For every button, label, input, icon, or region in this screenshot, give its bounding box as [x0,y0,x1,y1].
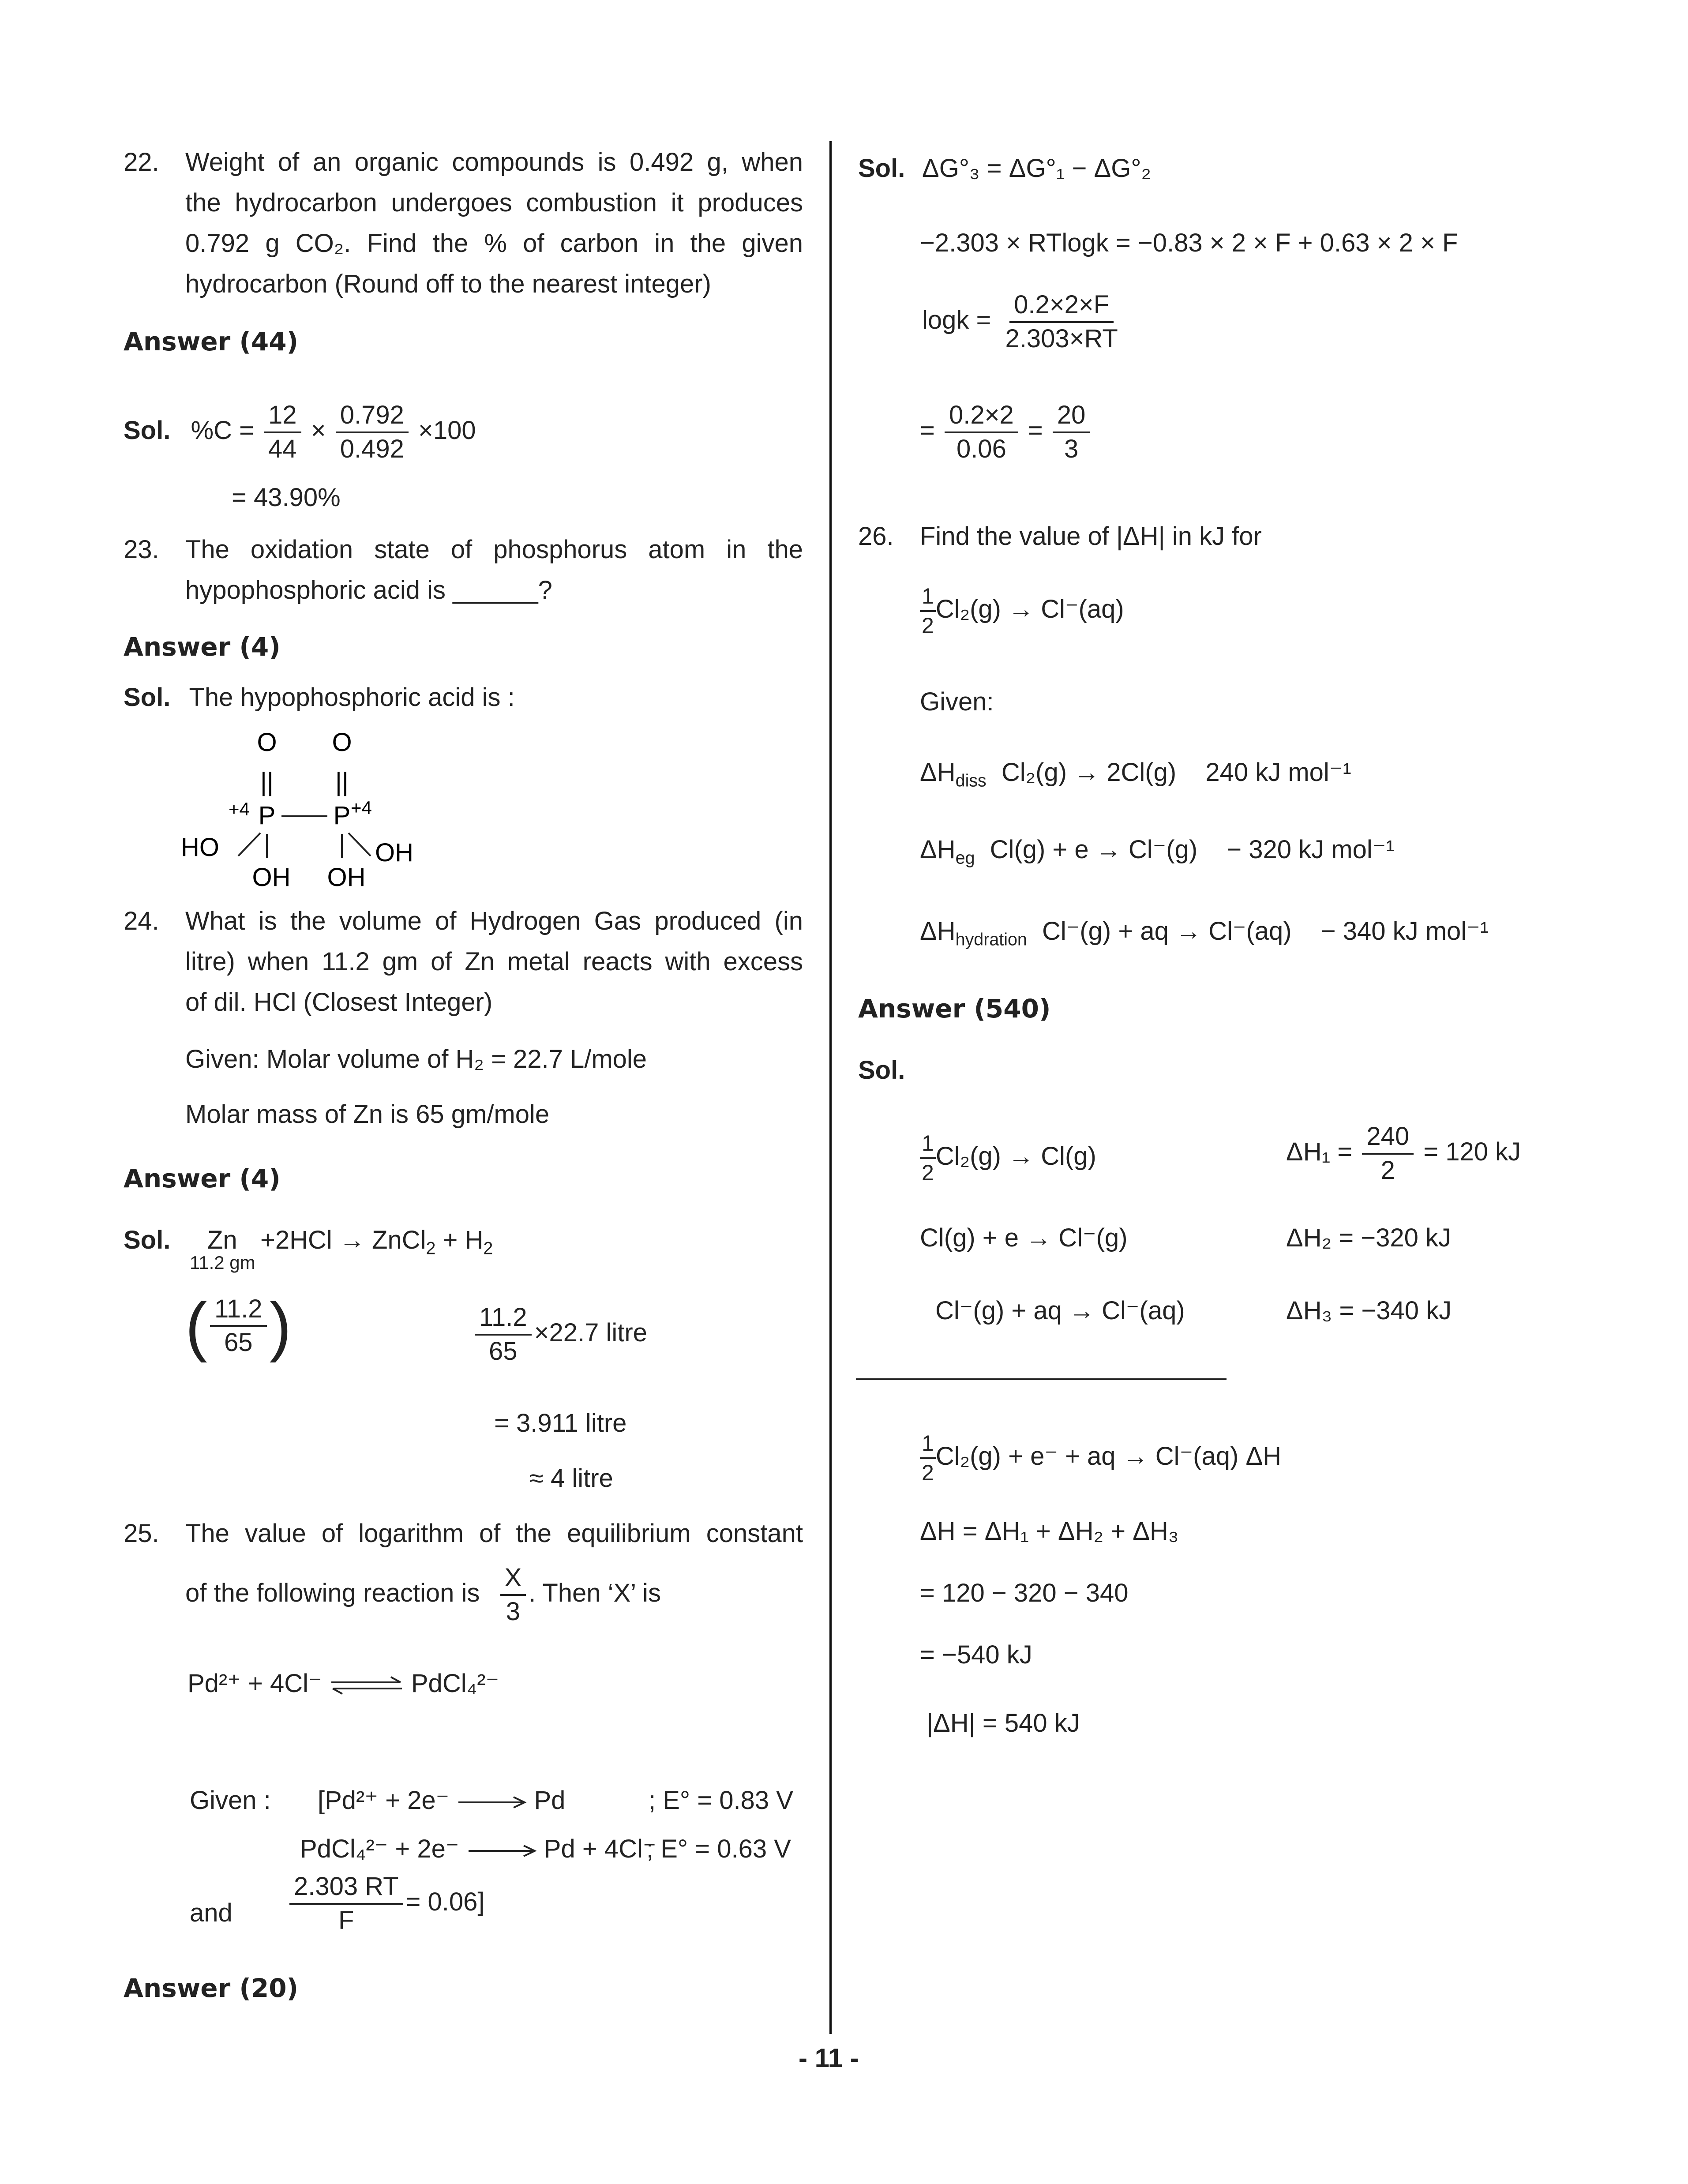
q24-number: 24. [124,907,159,935]
q26-given: Given: [920,687,994,716]
sol26-sum-4: |ΔH| = 540 kJ [927,1709,1080,1737]
given-potential-1: ; E° = 0.83 V [649,1786,793,1815]
sol26-sum-3: = −540 kJ [920,1640,1032,1669]
bond-oh-right-diag [349,833,371,856]
q24-line-1: What is the volume of Hydrogen Gas produced (in [185,907,803,935]
percent-c: %C = [191,416,254,445]
ho-group: HO [181,833,219,862]
sol26-dh2: ΔH₂ = −320 kJ [1286,1223,1451,1252]
ox-state-left: +4 [229,799,250,819]
volume-result-1: = 3.911 litre [494,1409,627,1437]
q25-line-1: The value of logarithm of the equilibrium constant [185,1519,803,1548]
equilibrium-arrow-icon [329,1674,404,1696]
zn-reaction: +2HCl → ZnCl$_2$ + $H_2$ [260,1226,493,1258]
sol26-dh3: ΔH₃ = −340 kJ [1286,1296,1452,1325]
q22-number: 22. [124,148,159,176]
sum-divider-line [856,1378,1227,1380]
times-100: ×100 [418,416,476,445]
volume-calc: $\frac{11.2}{65}$ ×22.7 litre [472,1302,647,1367]
oh-group-right: OH [327,863,366,892]
q26-sol-label: Sol. [858,1056,905,1084]
rt-over-f: $\frac{2.303 RT}{F}$ = 0.06] [287,1871,485,1936]
sol-text: The hypophosphoric acid is : [189,683,515,712]
double-bond-right: || [335,768,349,796]
q22-line-2: the hydrocarbon undergoes combustion it produces [185,188,803,217]
sol25-eq1: ΔG°₃ = ΔG°₁ − ΔG°₂ [922,154,1152,183]
given-potential-2: ; E° = 0.63 V [646,1835,791,1863]
oxygen-left: O [257,728,277,757]
volume-result-2: ≈ 4 litre [529,1464,613,1493]
page-number: - 11 - [799,2043,859,2073]
q23-number: 23. [124,535,159,564]
given-label: Given : [190,1786,271,1815]
q24-sol-label: Sol. [124,1226,171,1254]
q25-line-2: of the following reaction is $\frac{X}{3}$ . Then ‘X’ is [185,1562,661,1628]
double-bond-left: || [260,768,274,796]
arrow-icon [466,1844,537,1858]
sol26-step-2: Cl(g) + e → Cl⁻(g) [920,1223,1128,1252]
q22-result: = 43.90% [232,483,341,512]
q25-number: 25. [124,1519,159,1548]
oxygen-right: O [332,728,352,757]
q24-answer: Answer (4) [124,1163,281,1193]
q22-line-1: Weight of an organic compounds is 0.492 g, when [185,148,803,176]
q23-answer: Answer (4) [124,632,281,662]
given-reaction-1: [Pd²⁺ + 2e⁻ Pd [318,1786,566,1815]
sol25-logk: logk = $\frac{0.2\times 2\times F}{2.303\times RT}$ [922,289,1125,355]
sol26-sum-1: ΔH = ΔH₁ + ΔH₂ + ΔH₃ [920,1517,1179,1546]
given-dh-hydration: $\Delta H_{hydration}$ Cl⁻(g) + aq → Cl⁻(aq) − 340 kJ mol⁻¹ [920,917,1489,949]
q22-line-4: hydrocarbon (Round off to the nearest integer) [185,270,711,298]
phosphorus-right: P [333,801,351,830]
q25-answer: Answer (20) [124,1973,299,2003]
zn-mass-label: 11.2 gm [190,1252,255,1273]
oh-group-right-diag: OH [375,838,413,867]
column-divider [829,141,832,2034]
sol25-result: = $\frac{0.2\times 2}{0.06}$ = $\frac{20}{3}$ [920,399,1092,465]
q24-given-1: Given: Molar volume of H₂ = 22.7 L/mole [185,1045,647,1073]
q24-line-2: litre) when 11.2 gm of Zn metal reacts with excess [185,947,803,976]
q26-answer: Answer (540) [858,994,1051,1024]
zn-symbol: Zn [207,1226,237,1254]
q22-solution [124,399,476,465]
and-label: and [190,1899,233,1927]
fraction-12-44: $\frac{12}{44}$ [264,399,301,465]
times-sign: × [311,416,326,445]
q26-number: 26. [858,522,894,551]
sol25-eq2: −2.303 × RTlogk = −0.83 × 2 × F + 0.63 × 2 × F [920,229,1458,257]
given-reaction-2: PdCl₄²⁻ + 2e⁻ Pd + 4Cl⁻ [300,1835,656,1863]
sol26-step-1: $\frac{1}{2}$ Cl₂(g) → Cl(g) [920,1130,1096,1186]
given-dh-diss: $\Delta H_{diss}$ Cl₂(g) → 2Cl(g) 240 kJ mol⁻¹ [920,758,1351,791]
q22-answer: Answer (44) [124,326,299,356]
sol26-dh1: ΔH₁ = $\frac{240}{2}$ = 120 kJ [1286,1121,1521,1186]
sol26-step-3: Cl⁻(g) + aq → Cl⁻(aq) [935,1296,1185,1325]
q24-line-3: of dil. HCl (Closest Integer) [185,988,493,1017]
q25-reaction: Pd²⁺ + 4Cl⁻ PdCl₄²⁻ [188,1669,499,1698]
q26-reaction: $\frac{1}{2}$ Cl₂(g) → Cl⁻(aq) [920,582,1124,639]
sol26-sum-2: = 120 − 320 − 340 [920,1579,1129,1607]
bond-ho [238,833,260,856]
given-dh-eg: $\Delta H_{eg}$ Cl(g) + e → Cl⁻(g) − 320 kJ mol⁻¹ [920,835,1395,868]
oh-group-left: OH [252,863,291,892]
sol-label: Sol. [124,683,171,712]
arrow-icon [456,1796,527,1809]
hypophosphoric-acid-structure [176,724,450,900]
q23-line-2: hypophosphoric acid is ______? [185,576,552,604]
moles-zn: ( $\frac{11.2}{65}$ ) [185,1289,292,1363]
fraction-mass: $\frac{0.792}{0.492}$ [336,399,409,465]
q23-solution [124,677,515,718]
q22-line-3: 0.792 g CO₂. Find the % of carbon in the given [185,229,803,258]
sol26-sum-reaction: $\frac{1}{2}$ Cl₂(g) + e⁻ + aq → Cl⁻(aq) ΔH [920,1430,1281,1486]
phosphorus-left: P [258,801,276,830]
q24-given-2: Molar mass of Zn is 65 gm/mole [185,1100,550,1129]
sol25-label: Sol. [858,154,905,183]
q26-text: Find the value of |ΔH| in kJ for [920,522,1262,551]
q23-line-1: The oxidation state of phosphorus atom in the [185,535,803,564]
ox-state-right: +4 [351,797,372,818]
sol-label: Sol. [124,416,171,445]
